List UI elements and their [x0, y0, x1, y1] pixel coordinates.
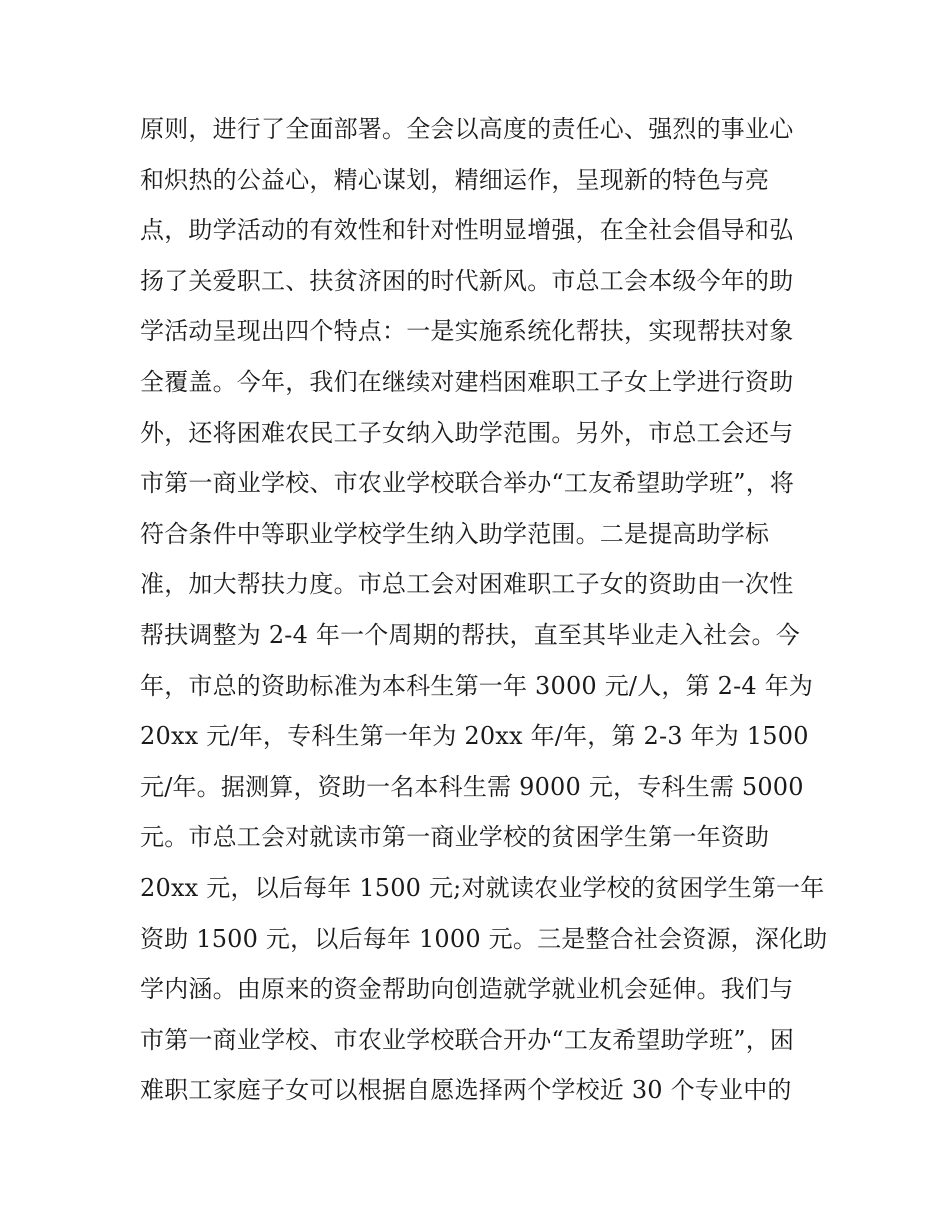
body-text	[140, 104, 828, 1116]
text-line: 学活动呈现出四个特点：一是实施系统化帮扶，实现帮扶对象	[140, 317, 794, 346]
text-line: 市第一商业学校、市农业学校联合举办“工友希望助学班”，将	[140, 469, 795, 498]
text-line: 和炽热的公益心，精心谋划，精细运作，呈现新的特色与亮	[140, 165, 770, 194]
text-line: 帮扶调整为 2-4 年一个周期的帮扶，直至其毕业走入社会。今	[140, 620, 800, 649]
text-line: 原则，进行了全面部署。全会以高度的责任心、强烈的事业心	[140, 115, 794, 143]
text-line: 难职工家庭子女可以根据自愿选择两个学校近 30 个专业中的	[140, 1076, 792, 1105]
text-line: 扬了关爱职工、扶贫济困的时代新风。市总工会本级今年的助	[140, 266, 794, 295]
text-line: 年，市总的资助标准为本科生第一年 3000 元/人，第 2-4 年为	[140, 671, 814, 700]
text-line: 学内涵。由原来的资金帮助向创造就学就业机会延伸。我们与	[140, 975, 794, 1004]
text-line: 市第一商业学校、市农业学校联合开办“工友希望助学班”，困	[140, 1025, 795, 1054]
text-line: 准，加大帮扶力度。市总工会对困难职工子女的资助由一次性	[140, 570, 794, 599]
text-line: 20xx 元，以后每年 1500 元;对就读农业学校的贫困学生第一年	[140, 873, 825, 902]
text-line: 资助 1500 元，以后每年 1000 元。三是整合社会资源，深化助	[140, 924, 828, 953]
text-line: 元。市总工会对就读市第一商业学校的贫困学生第一年资助	[140, 823, 770, 852]
text-line: 全覆盖。今年，我们在继续对建档困难职工子女上学进行资助	[140, 367, 794, 396]
text-line: 符合条件中等职业学校学生纳入助学范围。二是提高助学标	[140, 519, 770, 548]
text-line: 外，还将困难农民工子女纳入助学范围。另外，市总工会还与	[140, 418, 794, 447]
text-line: 元/年。据测算，资助一名本科生需 9000 元，专科生需 5000	[140, 772, 804, 801]
text-line: 点，助学活动的有效性和针对性明显增强，在全社会倡导和弘	[140, 216, 794, 245]
text-line: 20xx 元/年，专科生第一年为 20xx 年/年，第 2-3 年为 1500	[140, 722, 809, 751]
